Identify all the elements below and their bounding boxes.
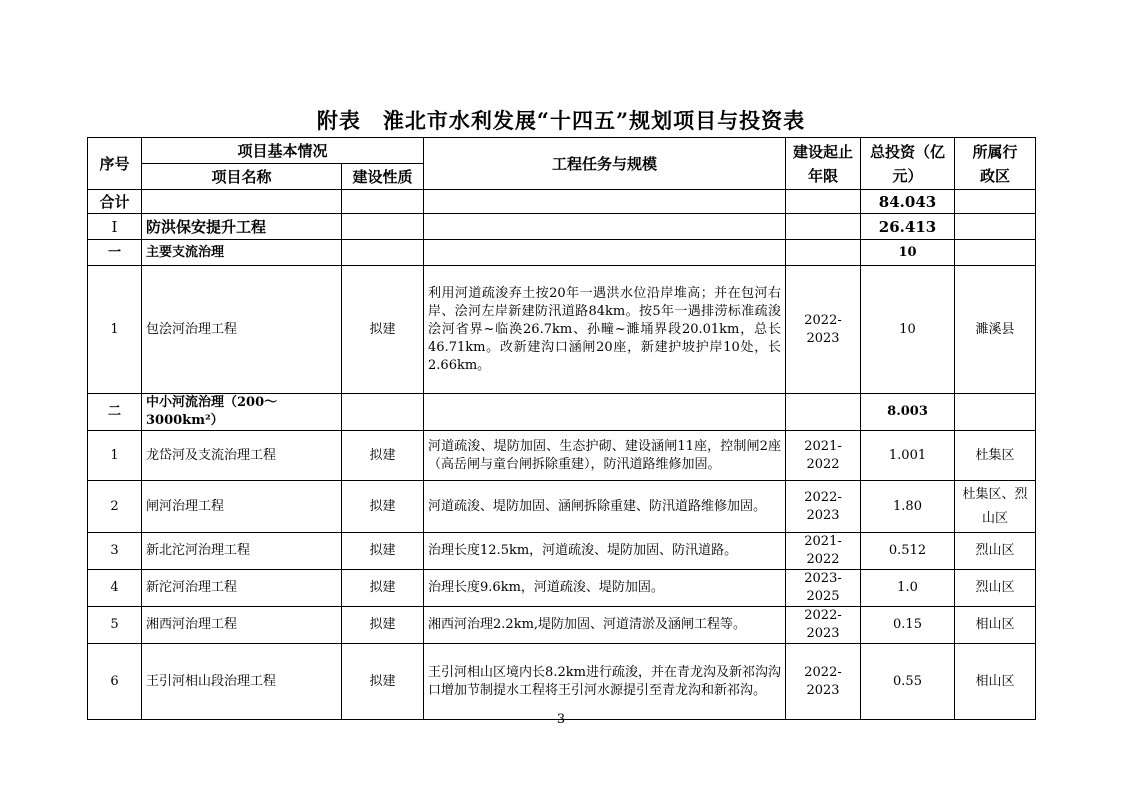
row-period: 2021-2022 [786,431,861,481]
section-seq: Ⅰ [88,214,142,240]
subsection-seq: 二 [88,394,142,431]
row-nature: 拟建 [342,266,424,394]
row-task: 治理长度9.6km，河道疏浚、堤防加固。 [424,570,786,607]
table-row [88,481,1036,533]
row-district: 杜集区、烈山区 [955,481,1036,533]
row-seq: 1 [88,266,142,394]
total-investment: 84.043 [861,190,955,214]
subsection-seq: 一 [88,240,142,266]
row-district: 烈山区 [955,533,1036,570]
row-investment: 1.0 [861,570,955,607]
row-district: 相山区 [955,607,1036,644]
header-investment: 总投资（亿元） [861,138,955,190]
row-seq: 1 [88,431,142,481]
row-task: 治理长度12.5km，河道疏浚、堤防加固、防汛道路。 [424,533,786,570]
row-seq: 6 [88,644,142,720]
row-seq: 4 [88,570,142,607]
table-row [88,431,1036,481]
row-name: 新北沱河治理工程 [142,533,342,570]
row-period: 2023-2025 [786,570,861,607]
row-nature: 拟建 [342,570,424,607]
row-task: 湘西河治理2.2km,堤防加固、河道清淤及涵闸工程等。 [424,607,786,644]
row-investment: 0.55 [861,644,955,720]
row-investment: 1.001 [861,431,955,481]
row-seq: 2 [88,481,142,533]
row-nature: 拟建 [342,481,424,533]
project-investment-table [87,137,1036,720]
table-row [88,644,1036,720]
page-title: 附表 淮北市水利发展“十四五”规划项目与投资表 [316,108,806,133]
total-row [88,190,1036,214]
subsection-investment: 10 [861,240,955,266]
row-task: 王引河相山区境内长8.2km进行疏浚，并在青龙沟及新祁沟沟口增加节制提水工程将王引河水源提引至青龙沟和新祁沟。 [424,644,786,720]
table-row [88,266,1036,394]
header-row-1 [88,138,1036,164]
row-name: 包浍河治理工程 [142,266,342,394]
total-label: 合计 [88,190,142,214]
table-row [88,607,1036,644]
row-task: 河道疏浚、堤防加固、涵闸拆除重建、防汛道路维修加固。 [424,481,786,533]
row-nature: 拟建 [342,644,424,720]
row-nature: 拟建 [342,431,424,481]
row-name: 龙岱河及支流治理工程 [142,431,342,481]
header-task: 工程任务与规模 [424,138,786,190]
row-period: 2021-2022 [786,533,861,570]
row-investment: 0.15 [861,607,955,644]
row-task: 河道疏浚、堤防加固、生态护砌、建设涵闸11座，控制闸2座（高岳闸与童台闸拆除重建），防汛道路维修加固。 [424,431,786,481]
row-investment: 1.80 [861,481,955,533]
header-seq: 序号 [88,138,142,190]
row-task: 利用河道疏浚弃土按20年一遇洪水位沿岸堆高；并在包河右岸、浍河左岸新建防汛道路84km。按5年一遇排涝标准疏浚浍河省界~临涣26.7km、孙疃~濉埇界段20.01km，总长46.71km。改新建沟口涵闸20座，新建护坡护岸10处，长2.66km。 [424,266,786,394]
subsection-investment: 8.003 [861,394,955,431]
subsection-name: 中小河流治理（200～3000km²） [142,394,342,431]
section-name: 防洪保安提升工程 [142,214,342,240]
row-period: 2022-2023 [786,266,861,394]
row-seq: 5 [88,607,142,644]
subsection-row [88,240,1036,266]
header-period: 建设起止年限 [786,138,861,190]
row-period: 2022-2023 [786,481,861,533]
row-district: 相山区 [955,644,1036,720]
section-investment: 26.413 [861,214,955,240]
row-district: 杜集区 [955,431,1036,481]
subsection-row [88,394,1036,431]
row-period: 2022-2023 [786,607,861,644]
row-name: 王引河相山段治理工程 [142,644,342,720]
row-district: 濉溪县 [955,266,1036,394]
table-row [88,533,1036,570]
row-nature: 拟建 [342,607,424,644]
subsection-name: 主要支流治理 [142,240,342,266]
table-row [88,570,1036,607]
row-nature: 拟建 [342,533,424,570]
row-investment: 0.512 [861,533,955,570]
row-seq: 3 [88,533,142,570]
header-district: 所属行政区 [955,138,1036,190]
row-name: 湘西河治理工程 [142,607,342,644]
header-name: 项目名称 [142,164,342,190]
row-name: 新沱河治理工程 [142,570,342,607]
row-district: 烈山区 [955,570,1036,607]
page-number: 3 [556,712,566,727]
section-row [88,214,1036,240]
row-investment: 10 [861,266,955,394]
row-period: 2022-2023 [786,644,861,720]
header-basic-info: 项目基本情况 [142,138,424,164]
row-name: 闸河治理工程 [142,481,342,533]
header-nature: 建设性质 [342,164,424,190]
